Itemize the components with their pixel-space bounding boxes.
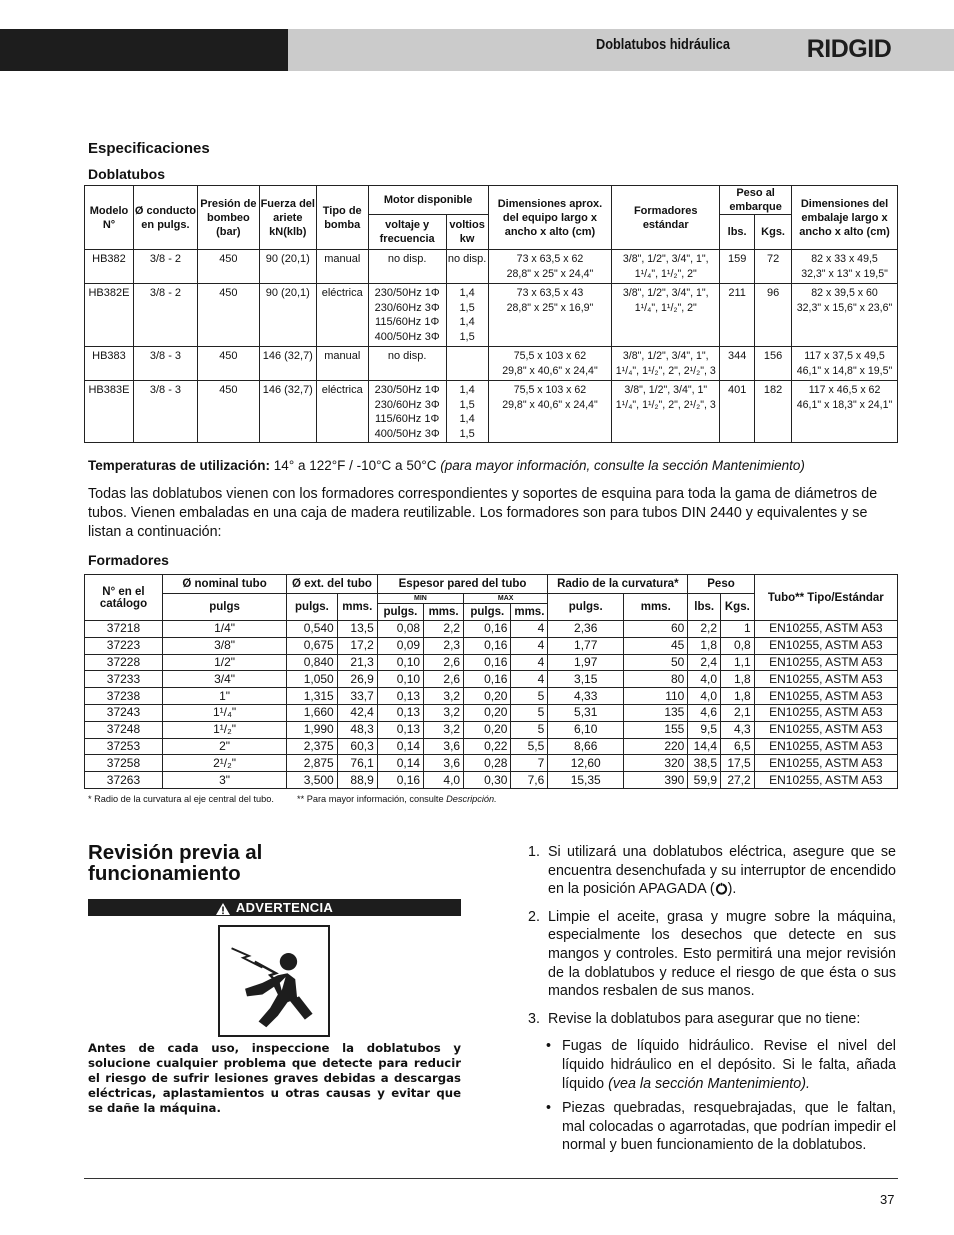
- th2-radius-mms: mms.: [624, 594, 688, 621]
- cell-model: HB383E: [85, 381, 134, 443]
- cell-force: 90 (20,1): [259, 250, 316, 284]
- cell-min-pulgs: 0,09: [377, 637, 423, 654]
- cell-ext-mms: 26,9: [337, 671, 377, 688]
- cell-ext-mms: 88,9: [337, 772, 377, 789]
- cell-max-mms: 5: [511, 688, 548, 705]
- cell-radius-mms: 320: [624, 755, 688, 772]
- cell-lbs: 4,0: [688, 671, 721, 688]
- cell-force: 146 (32,7): [259, 381, 316, 443]
- th-conduit: Ø conducto en pulgs.: [133, 186, 197, 250]
- cell-model: HB382: [85, 250, 134, 284]
- footer-rule: [84, 1178, 898, 1179]
- cell-ext-mms: 48,3: [337, 721, 377, 738]
- cell-formers: 3/8", 1/2", 3/4", 1", 1¹/₄", 1¹/₂", 2", 2¹/₂", 3: [612, 347, 720, 381]
- cell-tube: EN10255, ASTM A53: [754, 704, 897, 721]
- cell-lbs: 14,4: [688, 738, 721, 755]
- cell-lbs: 401: [720, 381, 755, 443]
- cell-dims: 75,5 x 103 x 62 29,8" x 40,6" x 24,4": [488, 347, 612, 381]
- cell-nominal: 3": [162, 772, 286, 789]
- cell-min-pulgs: 0,13: [377, 721, 423, 738]
- cell-voltage: 230/50Hz 1Φ 230/60Hz 3Φ 115/60Hz 1Φ 400/50Hz 3Φ: [368, 284, 446, 347]
- cell-min-pulgs: 0,10: [377, 654, 423, 671]
- cell-radius-mms: 390: [624, 772, 688, 789]
- cell-min-pulgs: 0,13: [377, 704, 423, 721]
- th-pump: Tipo de bomba: [316, 186, 368, 250]
- cell-lbs: 2,4: [688, 654, 721, 671]
- cell-radius-mms: 50: [624, 654, 688, 671]
- th-voltage: voltaje y frecuencia: [368, 215, 446, 250]
- cell-dims: 73 x 63,5 x 43 28,8" x 25" x 16,9": [488, 284, 612, 347]
- cell-kgs: 0,8: [721, 637, 755, 654]
- spec-row: [85, 347, 898, 381]
- former-row: [85, 755, 898, 772]
- cell-lbs: 1,8: [688, 637, 721, 654]
- cell-catalog: 37258: [85, 755, 163, 772]
- cell-max-mms: 4: [511, 654, 548, 671]
- cell-pressure: 450: [197, 284, 259, 347]
- cell-min-pulgs: 0,13: [377, 688, 423, 705]
- cell-max-pulgs: 0,20: [464, 688, 511, 705]
- cell-kgs: 1,8: [721, 671, 755, 688]
- cell-ext-pulgs: 2,375: [287, 738, 338, 755]
- cell-kgs: 6,5: [721, 738, 755, 755]
- cell-pack: 117 x 37,5 x 49,5 46,1" x 14,8" x 19,5": [792, 347, 898, 381]
- th2-weight: Peso: [688, 575, 754, 594]
- spec-row: [85, 250, 898, 284]
- cell-pump: eléctrica: [316, 284, 368, 347]
- cell-pump: manual: [316, 250, 368, 284]
- former-row: [85, 772, 898, 789]
- cell-formers: 3/8", 1/2", 3/4", 1", 1¹/₄", 1¹/₂", 2": [612, 250, 720, 284]
- cell-force: 90 (20,1): [259, 284, 316, 347]
- cell-nominal: 2": [162, 738, 286, 755]
- cell-ext-mms: 13,5: [337, 621, 377, 638]
- cell-kw: [446, 347, 488, 381]
- step-1: [528, 843, 896, 899]
- spec-row: [85, 284, 898, 347]
- cell-force: 146 (32,7): [259, 347, 316, 381]
- cell-nominal: 1¹/₂": [162, 721, 286, 738]
- cell-catalog: 37248: [85, 721, 163, 738]
- cell-kgs: 17,5: [721, 755, 755, 772]
- cell-radius-mms: 155: [624, 721, 688, 738]
- footnote-radius: * Radio de la curvatura al eje central del tubo.: [88, 794, 274, 804]
- cell-pressure: 450: [197, 381, 259, 443]
- bullet-dot: •: [546, 1038, 552, 1055]
- cell-dims: 73 x 63,5 x 62 28,8" x 25" x 24,4": [488, 250, 612, 284]
- step-2: [528, 908, 896, 1001]
- th-model: Modelo N°: [85, 186, 134, 250]
- cell-radius-mms: 220: [624, 738, 688, 755]
- cell-max-pulgs: 0,30: [464, 772, 511, 789]
- cell-tube: EN10255, ASTM A53: [754, 755, 897, 772]
- th2-tube: Tubo** Tipo/Estándar: [754, 575, 897, 621]
- warning-triangle-icon: [216, 903, 230, 915]
- table1-title: Doblatubos: [88, 166, 165, 182]
- cell-radius-pulgs: 3,15: [548, 671, 624, 688]
- step-text: Si utilizará una doblatubos eléctrica, asegure que se encuentra desenchufada y su interruptor de encendido en la posición APAGADA (: [548, 844, 896, 898]
- bullet-text: Fugas de líquido hidráulico. Revise el nivel del líquido hidráulico en el depósito. Si le falta, añada líquido: [562, 1038, 896, 1092]
- th2-ext: Ø ext. del tubo: [287, 575, 378, 594]
- cell-radius-mms: 45: [624, 637, 688, 654]
- specs-heading: Especificaciones: [88, 140, 210, 157]
- th2-kgs: Kgs.: [721, 594, 755, 621]
- cell-nominal: 1¹/₄": [162, 704, 286, 721]
- cell-conduit: 3/8 - 3: [133, 381, 197, 443]
- cell-min-mms: 2,3: [424, 637, 464, 654]
- bullet-italic: (vea la sección Mantenimiento).: [608, 1075, 810, 1092]
- th-motor: Motor disponible: [368, 186, 488, 215]
- cell-kw: 1,4 1,5 1,4 1,5: [446, 381, 488, 443]
- cell-lbs: 159: [720, 250, 755, 284]
- th2-max-pulgs: pulgs.: [464, 604, 511, 621]
- cell-ext-mms: 17,2: [337, 637, 377, 654]
- cell-min-mms: 4,0: [424, 772, 464, 789]
- cell-radius-pulgs: 12,60: [548, 755, 624, 772]
- cell-ext-pulgs: 1,990: [287, 721, 338, 738]
- cell-max-mms: 5: [511, 721, 548, 738]
- step-text: Limpie el aceite, grasa y mugre sobre la máquina, especialmente los desechos que detecte en sus mangos y controles. Esto permitirá una mejor revisión de la doblatubos y reduce el riesgo de que ésta o sus mandos resbalen de sus manos.: [548, 908, 896, 1000]
- footnotes: [88, 794, 497, 804]
- cell-kgs: 2,1: [721, 704, 755, 721]
- cell-max-pulgs: 0,16: [464, 621, 511, 638]
- cell-pack: 82 x 33 x 49,5 32,3" x 13" x 19,5": [792, 250, 898, 284]
- cell-catalog: 37263: [85, 772, 163, 789]
- cell-tube: EN10255, ASTM A53: [754, 654, 897, 671]
- th2-min-mms: mms.: [424, 604, 464, 621]
- cell-pump: manual: [316, 347, 368, 381]
- cell-voltage: no disp.: [368, 347, 446, 381]
- cell-min-mms: 2,6: [424, 654, 464, 671]
- cell-ext-mms: 42,4: [337, 704, 377, 721]
- cell-catalog: 37218: [85, 621, 163, 638]
- cell-lbs: 59,9: [688, 772, 721, 789]
- cell-min-mms: 3,6: [424, 755, 464, 772]
- cell-ext-pulgs: 0,840: [287, 654, 338, 671]
- cell-catalog: 37228: [85, 654, 163, 671]
- cell-radius-mms: 135: [624, 704, 688, 721]
- cell-tube: EN10255, ASTM A53: [754, 738, 897, 755]
- th2-nominal: Ø nominal tubo: [162, 575, 286, 594]
- former-row: [85, 654, 898, 671]
- th-volts: voltios kw: [446, 215, 488, 250]
- cell-min-pulgs: 0,14: [377, 755, 423, 772]
- cell-max-mms: 5: [511, 704, 548, 721]
- cell-tube: EN10255, ASTM A53: [754, 671, 897, 688]
- cell-min-mms: 3,2: [424, 704, 464, 721]
- th2-radius: Radio de la curvatura*: [548, 575, 688, 594]
- cell-radius-pulgs: 8,66: [548, 738, 624, 755]
- cell-max-pulgs: 0,16: [464, 637, 511, 654]
- th2-wall: Espesor pared del tubo: [377, 575, 548, 594]
- cell-kgs: 72: [755, 250, 792, 284]
- cell-nominal: 3/8": [162, 637, 286, 654]
- cell-radius-mms: 110: [624, 688, 688, 705]
- bullet-1: [528, 1037, 896, 1093]
- cell-min-mms: 3,2: [424, 721, 464, 738]
- th2-ext-mms: mms.: [337, 594, 377, 621]
- cell-min-mms: 3,6: [424, 738, 464, 755]
- cell-ext-mms: 76,1: [337, 755, 377, 772]
- cell-ext-pulgs: 0,675: [287, 637, 338, 654]
- cell-lbs: 4,6: [688, 704, 721, 721]
- th2-catalog: N° en el catálogo: [85, 575, 163, 621]
- checklist: [528, 843, 896, 1161]
- cell-tube: EN10255, ASTM A53: [754, 688, 897, 705]
- cell-max-pulgs: 0,22: [464, 738, 511, 755]
- th-dims: Dimensiones aprox. del equipo largo x ancho x alto (cm): [488, 186, 612, 250]
- cell-tube: EN10255, ASTM A53: [754, 621, 897, 638]
- cell-max-pulgs: 0,20: [464, 721, 511, 738]
- th-lbs: lbs.: [720, 215, 755, 250]
- ridgid-logo: [796, 36, 902, 62]
- cell-pressure: 450: [197, 347, 259, 381]
- cell-catalog: 37233: [85, 671, 163, 688]
- th2-max-mms: mms.: [511, 604, 548, 621]
- cell-min-pulgs: 0,10: [377, 671, 423, 688]
- cell-min-pulgs: 0,14: [377, 738, 423, 755]
- th2-min-pulgs: pulgs.: [377, 604, 423, 621]
- cell-max-mms: 5,5: [511, 738, 548, 755]
- th2-radius-pulgs: pulgs.: [548, 594, 624, 621]
- cell-lbs: 344: [720, 347, 755, 381]
- cell-tube: EN10255, ASTM A53: [754, 772, 897, 789]
- cell-catalog: 37243: [85, 704, 163, 721]
- cell-lbs: 4,0: [688, 688, 721, 705]
- revision-heading-line2: funcionamiento: [88, 862, 241, 885]
- cell-max-mms: 4: [511, 671, 548, 688]
- cell-kgs: 156: [755, 347, 792, 381]
- former-row: [85, 621, 898, 638]
- cell-dims: 75,5 x 103 x 62 29,8" x 40,6" x 24,4": [488, 381, 612, 443]
- cell-ext-pulgs: 1,050: [287, 671, 338, 688]
- cell-ext-mms: 60,3: [337, 738, 377, 755]
- page-number: 37: [880, 1192, 895, 1207]
- cell-radius-mms: 60: [624, 621, 688, 638]
- cell-kgs: 4,3: [721, 721, 755, 738]
- cell-min-pulgs: 0,08: [377, 621, 423, 638]
- cell-model: HB383: [85, 347, 134, 381]
- cell-voltage: 230/50Hz 1Φ 230/60Hz 3Φ 115/60Hz 1Φ 400/50Hz 3Φ: [368, 381, 446, 443]
- cell-max-mms: 7,6: [511, 772, 548, 789]
- cell-formers: 3/8", 1/2", 3/4", 1", 1¹/₄", 1¹/₂", 2": [612, 284, 720, 347]
- cell-kgs: 27,2: [721, 772, 755, 789]
- cell-conduit: 3/8 - 3: [133, 347, 197, 381]
- cell-lbs: 9,5: [688, 721, 721, 738]
- cell-min-pulgs: 0,16: [377, 772, 423, 789]
- cell-pack: 82 x 39,5 x 60 32,3" x 15,6" x 23,6": [792, 284, 898, 347]
- footnote-tube: ** Para mayor información, consulte: [297, 794, 447, 804]
- cell-catalog: 37253: [85, 738, 163, 755]
- cell-radius-pulgs: 5,31: [548, 704, 624, 721]
- cell-nominal: 1/2": [162, 654, 286, 671]
- cell-max-pulgs: 0,20: [464, 704, 511, 721]
- cell-kgs: 182: [755, 381, 792, 443]
- step-number: 1.: [528, 844, 540, 860]
- former-row: [85, 688, 898, 705]
- cell-ext-mms: 21,3: [337, 654, 377, 671]
- cell-radius-mms: 80: [624, 671, 688, 688]
- cell-voltage: no disp.: [368, 250, 446, 284]
- cell-ext-pulgs: 2,875: [287, 755, 338, 772]
- cell-nominal: 3/4": [162, 671, 286, 688]
- cell-catalog: 37238: [85, 688, 163, 705]
- cell-pack: 117 x 46,5 x 62 46,1" x 18,3" x 24,1": [792, 381, 898, 443]
- bullet-dot: •: [546, 1100, 552, 1117]
- cell-ext-mms: 33,7: [337, 688, 377, 705]
- logo-text: RIDGID: [806, 36, 892, 62]
- cell-lbs: 2,2: [688, 621, 721, 638]
- cell-max-pulgs: 0,28: [464, 755, 511, 772]
- cell-radius-pulgs: 2,36: [548, 621, 624, 638]
- cell-max-pulgs: 0,16: [464, 671, 511, 688]
- former-row: [85, 671, 898, 688]
- bullet-2: [528, 1099, 896, 1155]
- cell-lbs: 211: [720, 284, 755, 347]
- cell-tube: EN10255, ASTM A53: [754, 637, 897, 654]
- cell-radius-pulgs: 1,77: [548, 637, 624, 654]
- step-number: 3.: [528, 1010, 540, 1027]
- cell-max-pulgs: 0,16: [464, 654, 511, 671]
- operating-temperature: [88, 458, 805, 473]
- cell-nominal: 1/4": [162, 621, 286, 638]
- warning-label: ADVERTENCIA: [235, 900, 334, 915]
- th2-ext-pulgs: pulgs.: [287, 594, 338, 621]
- header-title: Doblatubos hidráulica: [596, 37, 730, 53]
- cell-max-mms: 7: [511, 755, 548, 772]
- cell-radius-pulgs: 4,33: [548, 688, 624, 705]
- cell-conduit: 3/8 - 2: [133, 284, 197, 347]
- cell-nominal: 1": [162, 688, 286, 705]
- cell-nominal: 2¹/₂": [162, 755, 286, 772]
- th2-nominal-unit: pulgs: [162, 594, 286, 621]
- cell-kw: 1,4 1,5 1,4 1,5: [446, 284, 488, 347]
- th2-lbs: lbs.: [688, 594, 721, 621]
- cell-ext-pulgs: 3,500: [287, 772, 338, 789]
- cell-model: HB382E: [85, 284, 134, 347]
- cell-catalog: 37223: [85, 637, 163, 654]
- cell-ext-pulgs: 1,660: [287, 704, 338, 721]
- bullet-text: Piezas quebradas, resquebrajadas, que le faltan, mal colocadas o agarrotadas, que podrían impedir el normal y buen funcionamiento de la doblatubos.: [562, 1100, 896, 1154]
- cell-kgs: 96: [755, 284, 792, 347]
- former-row: [85, 738, 898, 755]
- cell-lbs: 38,5: [688, 755, 721, 772]
- cell-kw: no disp.: [446, 250, 488, 284]
- warning-banner: [88, 899, 461, 916]
- spec-row: [85, 381, 898, 443]
- formers-table: [84, 574, 898, 789]
- th-pressure: Presión de bombeo (bar): [197, 186, 259, 250]
- cell-radius-pulgs: 15,35: [548, 772, 624, 789]
- cell-formers: 3/8", 1/2", 3/4", 1" 1¹/₄", 1¹/₂", 2", 2¹/₂", 3: [612, 381, 720, 443]
- cell-min-mms: 3,2: [424, 688, 464, 705]
- former-row: [85, 704, 898, 721]
- cell-radius-pulgs: 6,10: [548, 721, 624, 738]
- th-kgs: Kgs.: [755, 215, 792, 250]
- cell-min-mms: 2,2: [424, 621, 464, 638]
- th2-min: MIN: [377, 594, 463, 604]
- cell-ext-pulgs: 0,540: [287, 621, 338, 638]
- cell-pump: eléctrica: [316, 381, 368, 443]
- revision-heading-line1: Revisión previa al: [88, 841, 263, 864]
- temp-label: Temperaturas de utilización:: [88, 458, 271, 473]
- step-number: 2.: [528, 908, 540, 925]
- cell-kgs: 1,1: [721, 654, 755, 671]
- cell-ext-pulgs: 1,315: [287, 688, 338, 705]
- footnote-ref: Descripción.: [446, 794, 497, 804]
- temp-note: (para mayor información, consulte la sección Mantenimiento): [440, 458, 805, 473]
- cell-max-mms: 4: [511, 637, 548, 654]
- cell-kgs: 1: [721, 621, 755, 638]
- th-pack: Dimensiones del embalaje largo x ancho x alto (cm): [792, 186, 898, 250]
- former-row: [85, 721, 898, 738]
- th-formers: Formadores estándar: [612, 186, 720, 250]
- formers-paragraph: Todas las doblatubos vienen con los formadores correspondientes y soportes de esquina para toda la gama de diámetros de tubos. Vienen embaladas en una caja de madera reutilizable. Los formadores son para tubos DIN 2440 y equivalentes y se listan a continuación:: [88, 486, 878, 540]
- warning-text: Antes de cada uso, inspeccione la doblatubos y solucione cualquier problema que detecte para reducir el riesgo de sufrir lesiones graves debidas a descargas eléctricas, aplastamientos u otras causas y evitar que se dañe la máquina.: [88, 1041, 461, 1115]
- th2-max: MAX: [464, 594, 548, 604]
- cell-conduit: 3/8 - 2: [133, 250, 197, 284]
- cell-max-mms: 4: [511, 621, 548, 638]
- benders-spec-table: [84, 185, 898, 443]
- step-text: Revise la doblatubos para asegurar que no tiene:: [548, 1010, 861, 1027]
- cell-tube: EN10255, ASTM A53: [754, 721, 897, 738]
- table2-title: Formadores: [88, 552, 169, 568]
- th-force: Fuerza del ariete kN(klb): [259, 186, 316, 250]
- temp-value: 14° a 122°F / -10°C a 50°C: [270, 458, 441, 473]
- cell-min-mms: 2,6: [424, 671, 464, 688]
- step-3: [528, 1010, 896, 1029]
- th-weight: Peso al embarque: [720, 186, 792, 215]
- cell-kgs: 1,8: [721, 688, 755, 705]
- header-black-bar: [0, 29, 288, 71]
- power-off-icon: [715, 882, 728, 895]
- step-text-end: ).: [727, 881, 737, 898]
- cell-radius-pulgs: 1,97: [548, 654, 624, 671]
- revision-heading: [88, 842, 262, 884]
- cell-pressure: 450: [197, 250, 259, 284]
- electric-shock-icon: [218, 925, 330, 1037]
- former-row: [85, 637, 898, 654]
